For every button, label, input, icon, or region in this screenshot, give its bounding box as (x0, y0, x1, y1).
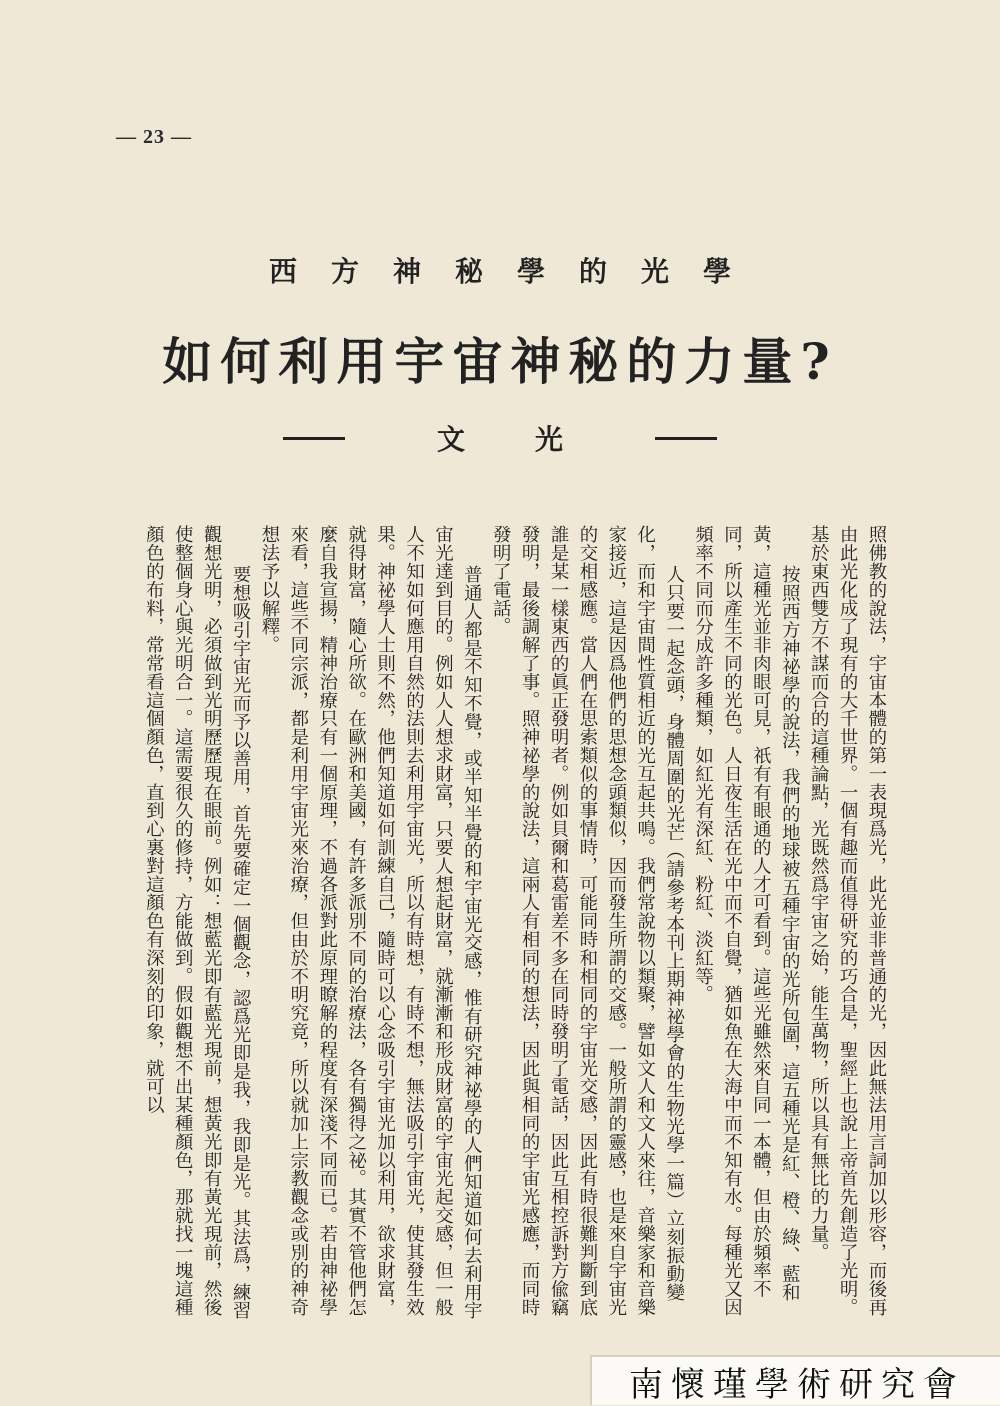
paragraph: 要想吸引宇宙光而予以善用，首先要確定一個觀念，認爲光即是我，我即是光。其法爲，練習觀想光明，必須做到光明歷歷現在眼前。例如：想藍光即有藍光現前，想黃光即有黃光現前，然後使整個身心與光明合一。這需要很久的修持，方能做到。假如觀想不出某種顏色，那就找一塊這種顏色的布料，常常看這個顏色，直到心裏對這顏色有深刻的印象，就可以 (143, 525, 252, 1320)
page-number: — 23 — (116, 126, 192, 148)
byline (0, 418, 1000, 458)
series-title: 西方神秘學的光學 (268, 255, 765, 288)
watermark-banner (590, 1355, 1000, 1405)
byline-rule-left (283, 437, 345, 440)
paragraph: 按照西方神祕學的說法，我們的地球被五種宇宙的光所包圍，這五種光是紅、橙、綠、藍和黃，這種光並非肉眼可見，祇有有眼通的人才可看到。這些光雖然來自同一本體，但由於頻率不同，所以產生不同的光色。人日夜生活在光中而不自覺，猶如魚在大海中而不知有水。每種光又因頻率不同而分成許多種類，如紅光有深紅、粉紅、淡紅等。 (692, 525, 801, 1317)
article-body (120, 525, 890, 1330)
article-title: 如何利用宇宙神秘的力量? (162, 332, 838, 391)
paragraph: 照佛教的說法，宇宙本體的第一表現爲光，此光並非普通的光，因此無法用言詞加以形容，而後再由此光化成了現有的大千世界。一個有趣而值得研究的巧合是，聖經上也說上帝首先創造了光明。基於東西雙方不謀而合的這種論點，光既然爲宇宙之始，能生萬物，所以具有無比的力量。 (808, 525, 887, 1317)
paragraph: 人只要一起念頭，身體周圍的光芒（請參考本刊上期神祕學會的生物光學一篇）立刻振動變化，而和宇宙間性質相近的光互起共鳴。我們常說物以類聚，譬如文人和文人來往，音樂家和音樂家接近，這是因爲他們的思想念頭類似，因而發生所謂的交感。一般所謂的靈感，也是來自宇宙光的交相感應。當人們在思索類似的事情時，可能同時和相同的宇宙光交感，因此有時很難判斷到底誰是某一樣東西的眞正發明者。例如貝爾和葛雷差不多在同時發明了電話，因此互相控訴對方偸竊發明，最後調解了事。照神祕學的說法，這兩人有相同的想法，因此與相同的宇宙光感應，而同時發明了電話。 (490, 525, 685, 1317)
watermark-text: 南懷瑾學術研究會 (629, 1364, 965, 1405)
paragraph: 普通人都是不知不覺，或半知半覺的和宇宙光交感，惟有研究神祕學的人們知道如何去利用宇宙光達到目的。例如人人想求財富，只要人想起財富，就漸漸和形成財富的宇宙光起交感，但一般人不知如何應用自然的法則去利用宇宙光，所以有時想，有時不想，無法吸引宇宙光，使其發生效果。神祕學人士則不然，他們知道如何訓練自己，隨時可以心念吸引宇宙光加以利用，欲求財富，就得財富，隨心所欲。在歐洲和美國，有許多派別不同的治療法，各有獨得之祕。其實不管他們怎麼自我宣揚，精神治療只有一個原理，不過各派對此原理瞭解的程度有深淺不同而已。若由神祕學來看，這些不同宗派，都是利用宇宙光來治療，但由於不明究竟，所以就加上宗教觀念或別的神奇想法予以解釋。 (258, 525, 483, 1320)
byline-rule-right (655, 437, 717, 440)
author-name: 文光 (436, 423, 633, 456)
